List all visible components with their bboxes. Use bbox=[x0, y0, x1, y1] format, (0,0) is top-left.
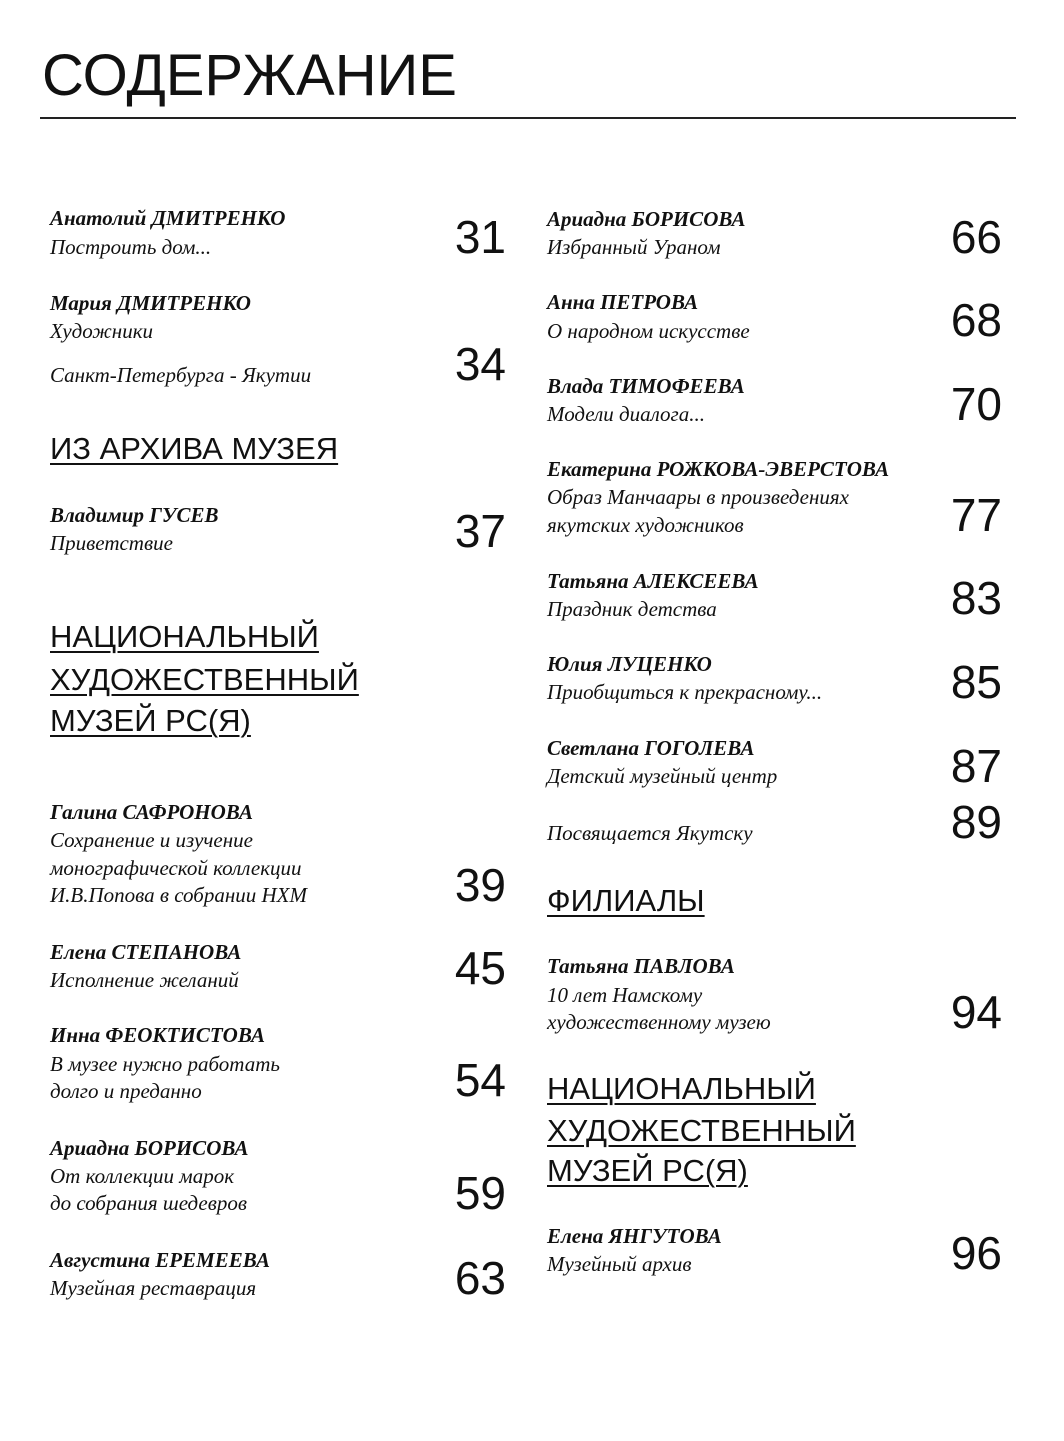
entry-page: 66 bbox=[950, 211, 1002, 263]
section-heading-line: ХУДОЖЕСТВЕННЫЙ bbox=[50, 662, 359, 697]
entry-page: 31 bbox=[454, 211, 506, 263]
entry-author: Владимир ГУСЕВ bbox=[50, 503, 219, 527]
entry-author: Екатерина РОЖКОВА-ЭВЕРСТОВА bbox=[547, 457, 890, 481]
entry-page: 54 bbox=[454, 1054, 506, 1106]
entry-author: Юлия ЛУЦЕНКО bbox=[547, 652, 712, 676]
entry-title: Детский музейный центр bbox=[547, 764, 778, 788]
entry-title: 10 лет Намскому bbox=[547, 983, 703, 1007]
entry-title: художественному музею bbox=[547, 1010, 771, 1034]
entry-title: якутских художников bbox=[547, 513, 744, 537]
entry-title: Посвящается Якутску bbox=[547, 821, 753, 845]
entry-page: 59 bbox=[454, 1167, 506, 1219]
entry-title: долго и преданно bbox=[50, 1079, 202, 1103]
section-heading-line: НАЦИОНАЛЬНЫЙ bbox=[50, 619, 319, 654]
entry-page: 89 bbox=[950, 796, 1002, 848]
entry-author: Татьяна АЛЕКСЕЕВА bbox=[547, 569, 759, 593]
entry-page: 34 bbox=[454, 338, 506, 390]
entry-title: Музейный архив bbox=[547, 1252, 692, 1276]
entry-title: О народном искусстве bbox=[547, 319, 750, 343]
entry-page: 70 bbox=[950, 378, 1002, 430]
section-heading-line: ХУДОЖЕСТВЕННЫЙ bbox=[547, 1113, 856, 1148]
entry-author: Елена ЯНГУТОВА bbox=[547, 1224, 722, 1248]
entry-title: Приобщиться к прекрасному... bbox=[547, 680, 823, 704]
entry-title: От коллекции марок bbox=[50, 1164, 235, 1188]
entry-title: до собрания шедевров bbox=[50, 1191, 247, 1215]
section-heading-line: НАЦИОНАЛЬНЫЙ bbox=[547, 1071, 816, 1106]
entry-author: Светлана ГОГОЛЕВА bbox=[547, 736, 755, 760]
entry-title: монографической коллекции bbox=[50, 856, 302, 880]
entry-author: Анатолий ДМИТРЕНКО bbox=[50, 206, 286, 230]
entry-page: 85 bbox=[950, 656, 1002, 708]
entry-author: Августина ЕРЕМЕЕВА bbox=[50, 1248, 270, 1272]
page-title: СОДЕРЖАНИЕ bbox=[42, 43, 457, 108]
entry-title: И.В.Попова в собрании НХМ bbox=[50, 883, 307, 907]
entry-page: 37 bbox=[454, 505, 506, 557]
section-heading: ИЗ АРХИВА МУЗЕЯ bbox=[50, 431, 339, 466]
entry-author: Влада ТИМОФЕЕВА bbox=[547, 374, 745, 398]
entry-page: 96 bbox=[950, 1227, 1002, 1279]
entry-page: 87 bbox=[950, 740, 1002, 792]
entry-author: Галина САФРОНОВА bbox=[50, 800, 253, 824]
entry-page: 83 bbox=[950, 572, 1002, 624]
entry-author: Елена СТЕПАНОВА bbox=[50, 940, 242, 964]
entry-title: Санкт-Петербурга - Якутии bbox=[50, 363, 312, 387]
entry-title: Сохранение и изучение bbox=[50, 828, 253, 852]
entry-page: 45 bbox=[454, 942, 506, 994]
entry-author: Инна ФЕОКТИСТОВА bbox=[50, 1023, 266, 1047]
entry-author: Ариадна БОРИСОВА bbox=[50, 1136, 249, 1160]
entry-author: Анна ПЕТРОВА bbox=[547, 290, 699, 314]
section-heading: ФИЛИАЛЫ bbox=[547, 883, 705, 918]
entry-page: 39 bbox=[454, 859, 506, 911]
entry-page: 94 bbox=[950, 986, 1002, 1038]
entry-author: Мария ДМИТРЕНКО bbox=[50, 291, 251, 315]
entry-title: Художники bbox=[50, 319, 154, 343]
section-heading-line: МУЗЕЙ РС(Я) bbox=[50, 703, 251, 738]
title-divider bbox=[40, 117, 1016, 119]
entry-author: Ариадна БОРИСОВА bbox=[547, 207, 746, 231]
entry-title: Образ Манчаары в произведениях bbox=[547, 485, 849, 509]
entry-title: Приветствие bbox=[50, 531, 173, 555]
entry-title: Избранный Ураном bbox=[547, 235, 721, 259]
entry-page: 63 bbox=[454, 1252, 506, 1304]
entry-title: Музейная реставрация bbox=[50, 1276, 257, 1300]
section-heading-line: МУЗЕЙ РС(Я) bbox=[547, 1153, 748, 1188]
entry-title: В музее нужно работать bbox=[50, 1052, 280, 1076]
entry-title: Построить дом... bbox=[50, 235, 212, 259]
entry-title: Праздник детства bbox=[547, 597, 717, 621]
entry-author: Татьяна ПАВЛОВА bbox=[547, 954, 735, 978]
entry-page: 68 bbox=[950, 294, 1002, 346]
entry-page: 77 bbox=[950, 489, 1002, 541]
entry-title: Модели диалога... bbox=[547, 402, 705, 426]
entry-title: Исполнение желаний bbox=[50, 968, 239, 992]
